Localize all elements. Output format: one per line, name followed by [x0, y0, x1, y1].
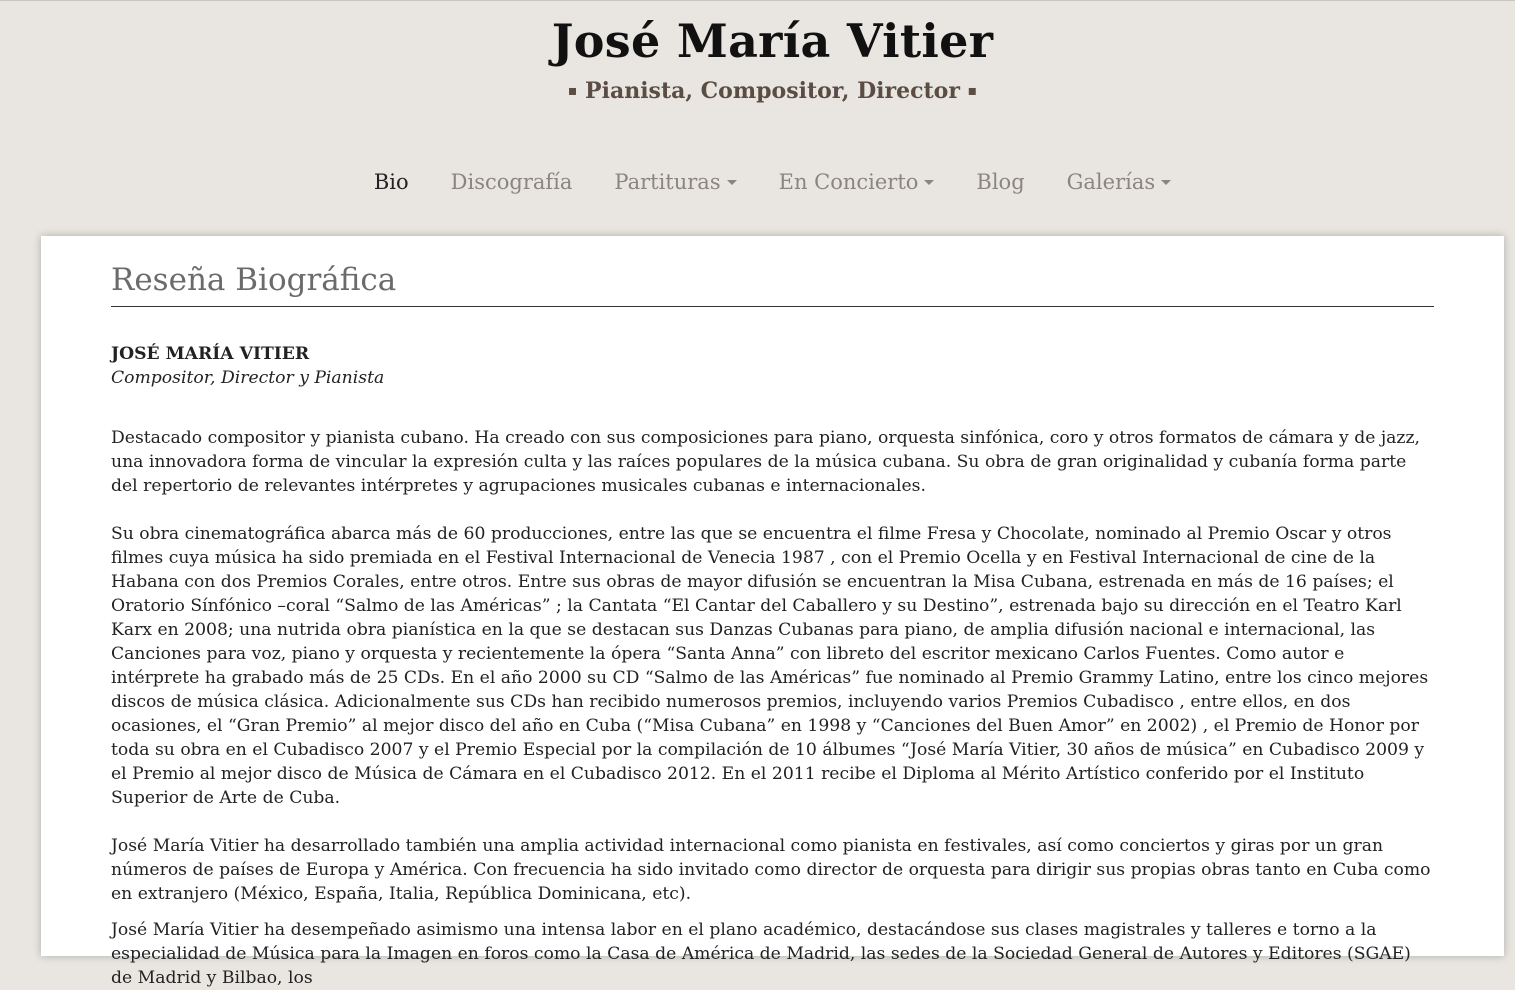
- nav-item-discografia[interactable]: [430, 170, 594, 194]
- bio-paragraph: José María Vitier ha desarrollado también una amplia actividad internacional como pianista en festivales, así como conciertos y giras por un gran números de países de Europa y América. Con frecuencia ha sido invitado como director de orquesta para dirigir sus propias obras tanto en Cuba como en extranjero (México, España, Italia, República Dominicana, etc).: [111, 836, 1431, 904]
- page-heading: Reseña Biográfica: [111, 262, 1434, 307]
- bio-role: Compositor, Director y Pianista: [111, 368, 385, 388]
- nav-label: Galerías: [1066, 170, 1156, 194]
- tagline-bullet-left: ▪: [567, 83, 578, 99]
- content-card: [41, 236, 1504, 988]
- nav-label: Blog: [976, 170, 1025, 194]
- nav-label: En Concierto: [778, 170, 919, 194]
- tagline-text: Pianista, Compositor, Director: [585, 78, 960, 104]
- bio-paragraph: José María Vitier ha desempeñado asimismo una intensa labor en el plano académico, destacándose sus clases magistrales y talleres e torno a la especialidad de Música para la Imagen en foros como la Casa de América de Madrid, las sedes de la Sociedad General de Autores y Editores (SGAE) de Madrid y Bilbao, los: [111, 920, 1411, 988]
- bio-paragraph: Su obra cinematográfica abarca más de 60 producciones, entre las que se encuentra el filme Fresa y Chocolate, nominado al Premio Oscar y otros filmes cuya música ha sido premiada en el Festival Internacional de Venecia 1987 , con el Premio Ocella y en Festival Internacional de cine de la Habana con dos Premios Corales, entre otros. Entre sus obras de mayor difusión se encuentran la Misa Cubana, estrenada en más de 16 países; el Oratorio Sínfónico –coral “Salmo de las Américas” ; la Cantata “El Cantar del Caballero y su Destino”, estrenada bajo su dirección en el Teatro Karl Karx en 2008; una nutrida obra pianística en la que se destacan sus Danzas Cubanas para piano, de amplia difusión nacional e internacional, las Canciones para voz, piano y orquesta y recientemente la ópera “Santa Anna” con libreto del escritor mexicano Carlos Fuentes. Como autor e intérprete ha grabado más de 25 CDs. En el año 2000 su CD “Salmo de las Américas” fue nominado al Premio Grammy Latino, entre los cinco mejores discos de música clásica. Adicionalmente sus CDs han recibido numerosos premios, incluyendo varios Premios Cubadisco , entre ellos, en dos ocasiones, el “Gran Premio” al mejor disco del año en Cuba (“Misa Cubana” en 1998 y “Canciones del Buen Amor” en 2002) , el Premio de Honor por toda su obra en el Cubadisco 2007 y el Premio Especial por la compilación de 10 álbumes “José María Vitier, 30 años de música” en Cubadisco 2009 y el Premio al mejor disco de Música de Cámara en el Cubadisco 2012. En el 2011 recibe el Diploma al Mérito Artístico conferido por el Instituto Superior de Arte de Cuba.: [111, 524, 1429, 808]
- nav-label: Discografía: [450, 170, 573, 194]
- nav-item-galerias[interactable]: [1046, 170, 1193, 194]
- site-tagline: [0, 78, 1515, 104]
- bio-name: JOSÉ MARÍA VITIER: [111, 344, 310, 364]
- tagline-bullet-right: ▪: [967, 83, 978, 99]
- nav-item-blog[interactable]: [955, 170, 1045, 194]
- caret-down-icon: [1161, 180, 1171, 185]
- nav-item-en-concierto[interactable]: [758, 170, 956, 194]
- site-title[interactable]: José María Vitier: [551, 14, 994, 68]
- nav-label: Bio: [373, 170, 409, 194]
- nav-item-bio[interactable]: [353, 170, 430, 194]
- nav-item-partituras[interactable]: [593, 170, 757, 194]
- top-border: [0, 0, 1515, 1]
- caret-down-icon: [924, 180, 934, 185]
- main-nav: [0, 170, 1515, 194]
- caret-down-icon: [727, 180, 737, 185]
- bio-paragraph: Destacado compositor y pianista cubano. Ha creado con sus composiciones para piano, orquesta sinfónica, coro y otros formatos de cámara y de jazz, una innovadora forma de vincular la expresión culta y las raíces populares de la música cubana. Su obra de gran originalidad y cubanía forma parte del repertorio de relevantes intérpretes y agrupaciones musicales cubanas e internacionales.: [111, 428, 1420, 496]
- nav-label: Partituras: [614, 170, 721, 194]
- bio-content: [111, 342, 1436, 990]
